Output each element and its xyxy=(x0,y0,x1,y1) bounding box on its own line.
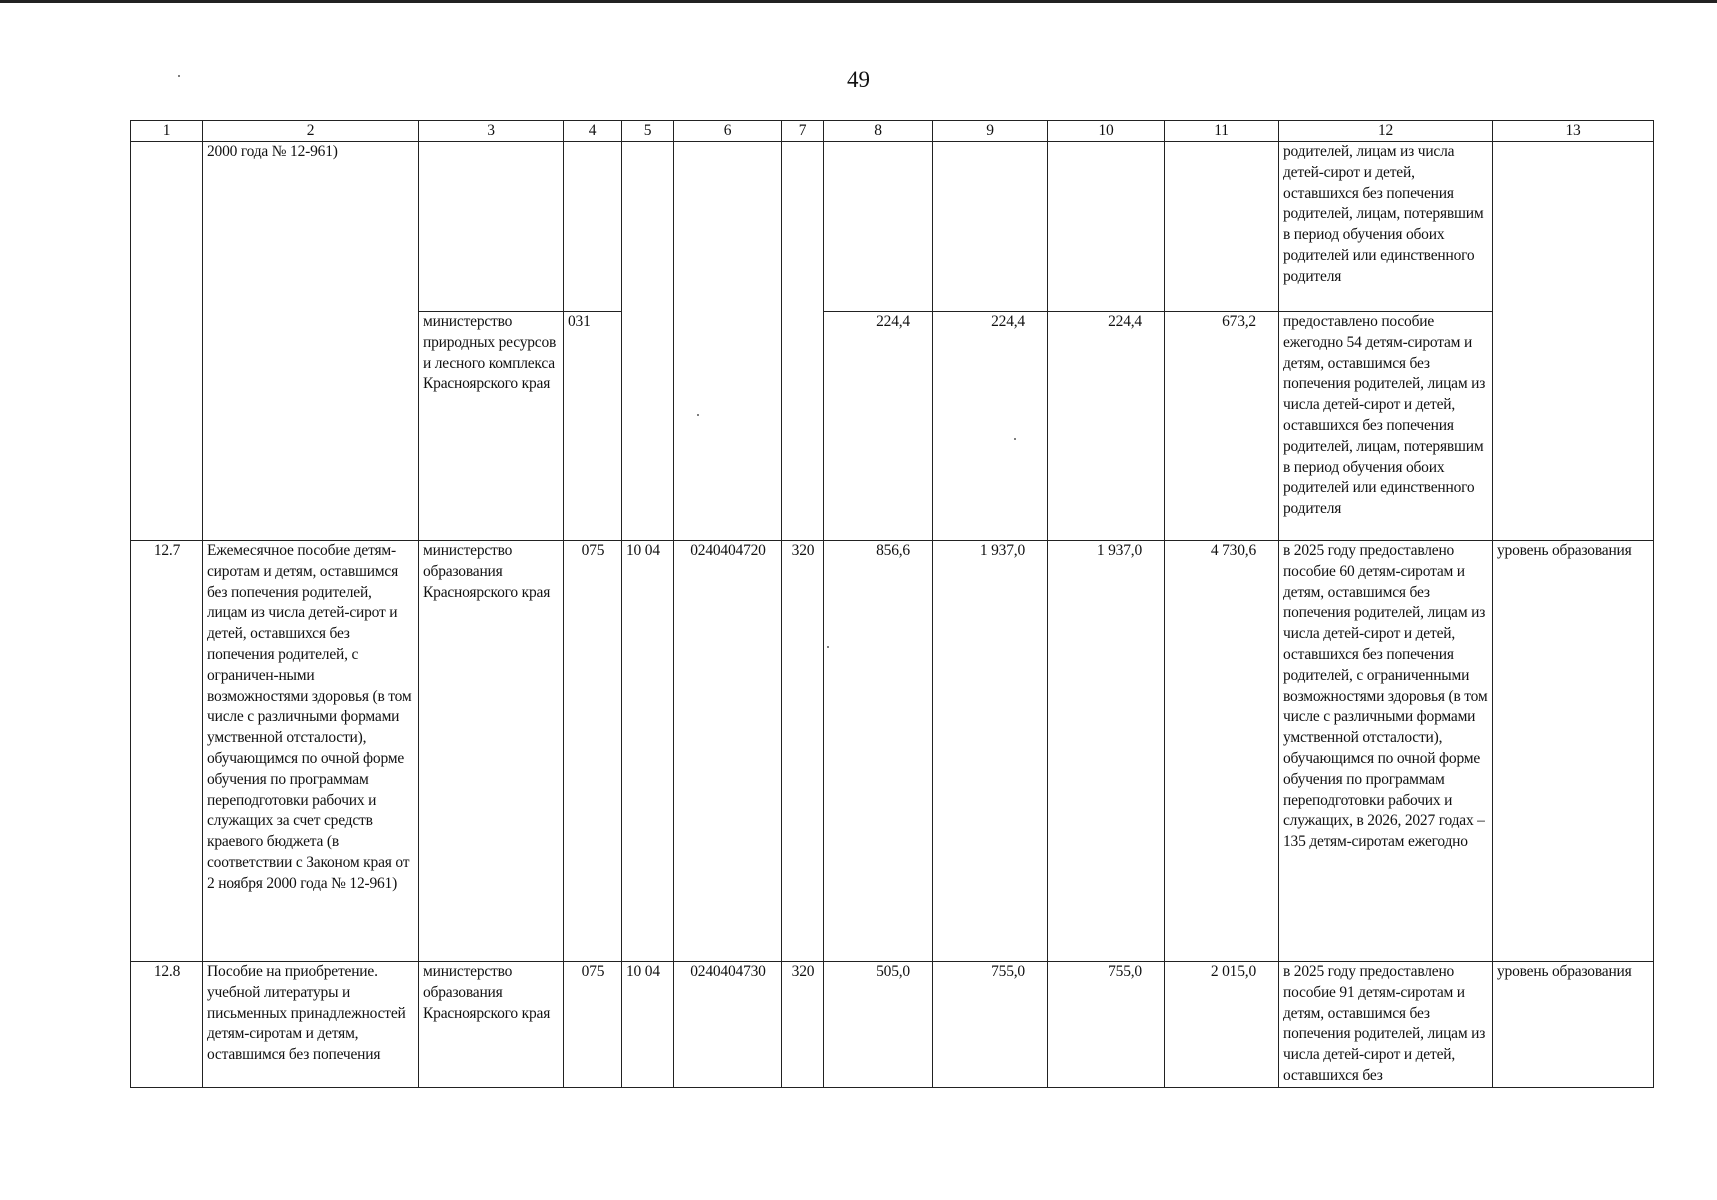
budget-table xyxy=(130,120,1654,1088)
cell-amount-2025: 505,0 xyxy=(824,962,933,1088)
page-number: 49 xyxy=(847,67,870,92)
table-row-continuation xyxy=(131,142,1654,312)
cell-grbs: 075 xyxy=(564,962,622,1088)
cell-expense-type: 320 xyxy=(782,541,824,962)
cell-indicator xyxy=(1493,142,1654,541)
cell-description: Пособие на приобретение. учебной литературы и письменных принадлежностей детям-сиротам и детям, оставшимся без попечения xyxy=(203,962,419,1088)
col-header-2: 2 xyxy=(203,121,419,142)
cell-amount-2025 xyxy=(824,142,933,312)
cell-expense-type xyxy=(782,142,824,541)
cell-amount-2026: 755,0 xyxy=(933,962,1048,1088)
col-header-3: 3 xyxy=(419,121,564,142)
scan-speck xyxy=(178,75,180,77)
cell-amount-2027: 1 937,0 xyxy=(1048,541,1165,962)
cell-amount-total xyxy=(1165,142,1279,312)
table-row-12-8 xyxy=(131,962,1654,1088)
cell-executor: министерство природных ресурсов и лесного комплекса Красноярского края xyxy=(419,312,564,541)
cell-expected-result: в 2025 году предоставлено пособие 60 детям-сиротам и детям, оставшимся без попечения родителей, лицам из числа детей-сирот и детей, оставшихся без попечения родителей, с ограниченными возможностями здоровья (в том числе с различными формами умственной отсталости), обучающимся по очной форме обучения по программам переподготовки рабочих и служащих, в 2026, 2027 годах – 135 детям-сиротам ежегодно xyxy=(1279,541,1493,962)
cell-item-number: 12.7 xyxy=(131,541,203,962)
cell-executor: министерство образования Красноярского края xyxy=(419,962,564,1088)
col-header-9: 9 xyxy=(933,121,1048,142)
cell-section: 10 04 xyxy=(622,962,674,1088)
cell-amount-2027 xyxy=(1048,142,1165,312)
cell-grbs: 075 xyxy=(564,541,622,962)
cell-expected-result: предоставлено пособие ежегодно 54 детям-сиротам и детям, оставшимся без попечения родителей, лицам из числа детей-сирот и детей, оставшихся без попечения родителей, лицам, потерявшим в период обучения обоих родителей или единственного родителя xyxy=(1279,312,1493,541)
cell-executor: министерство образования Красноярского края xyxy=(419,541,564,962)
cell-target-code: 0240404730 xyxy=(674,962,782,1088)
col-header-10: 10 xyxy=(1048,121,1165,142)
col-header-1: 1 xyxy=(131,121,203,142)
cell-amount-2026: 224,4 xyxy=(933,312,1048,541)
cell-amount-total: 673,2 xyxy=(1165,312,1279,541)
cell-section xyxy=(622,142,674,541)
cell-section: 10 04 xyxy=(622,541,674,962)
cell-expected-result: родителей, лицам из числа детей-сирот и детей, оставшихся без попечения родителей, лицам, потерявшим в период обучения обоих родителей или единственного родителя xyxy=(1279,142,1493,312)
cell-indicator: уровень образования xyxy=(1493,962,1654,1088)
cell-amount-2026: 1 937,0 xyxy=(933,541,1048,962)
cell-target-code xyxy=(674,142,782,541)
col-header-4: 4 xyxy=(564,121,622,142)
table-row-12-7 xyxy=(131,541,1654,962)
cell-amount-2027: 224,4 xyxy=(1048,312,1165,541)
col-header-6: 6 xyxy=(674,121,782,142)
col-header-13: 13 xyxy=(1493,121,1654,142)
cell-expected-result: в 2025 году предоставлено пособие 91 детям-сиротам и детям, оставшимся без попечения родителей, лицам из числа детей-сирот и детей, оставшихся без xyxy=(1279,962,1493,1088)
cell-amount-2026 xyxy=(933,142,1048,312)
col-header-11: 11 xyxy=(1165,121,1279,142)
col-header-7: 7 xyxy=(782,121,824,142)
cell-amount-total: 2 015,0 xyxy=(1165,962,1279,1088)
cell-item-number: 12.8 xyxy=(131,962,203,1088)
col-header-5: 5 xyxy=(622,121,674,142)
cell-indicator: уровень образования xyxy=(1493,541,1654,962)
cell-amount-2027: 755,0 xyxy=(1048,962,1165,1088)
cell-target-code: 0240404720 xyxy=(674,541,782,962)
cell-amount-2025: 224,4 xyxy=(824,312,933,541)
cell-executor xyxy=(419,142,564,312)
column-number-row xyxy=(131,121,1654,142)
cell-item-number xyxy=(131,142,203,541)
cell-expense-type: 320 xyxy=(782,962,824,1088)
cell-amount-total: 4 730,6 xyxy=(1165,541,1279,962)
scan-top-edge xyxy=(0,0,1717,3)
cell-amount-2025: 856,6 xyxy=(824,541,933,962)
cell-grbs: 031 xyxy=(564,312,622,541)
cell-description: Ежемесячное пособие детям-сиротам и детям, оставшимся без попечения родителей, лицам из числа детей-сирот и детей, оставшихся без попечения родителей, с ограничен-ными возможностями здоровья (в том числе с различными формами умственной отсталости), обучающимся по очной форме обучения по программам переподготовки рабочих и служащих за счет средств краевого бюджета (в соответствии с Законом края от 2 ноября 2000 года № 12-961) xyxy=(203,541,419,962)
col-header-12: 12 xyxy=(1279,121,1493,142)
col-header-8: 8 xyxy=(824,121,933,142)
cell-grbs xyxy=(564,142,622,312)
cell-description: 2000 года № 12-961) xyxy=(203,142,419,541)
